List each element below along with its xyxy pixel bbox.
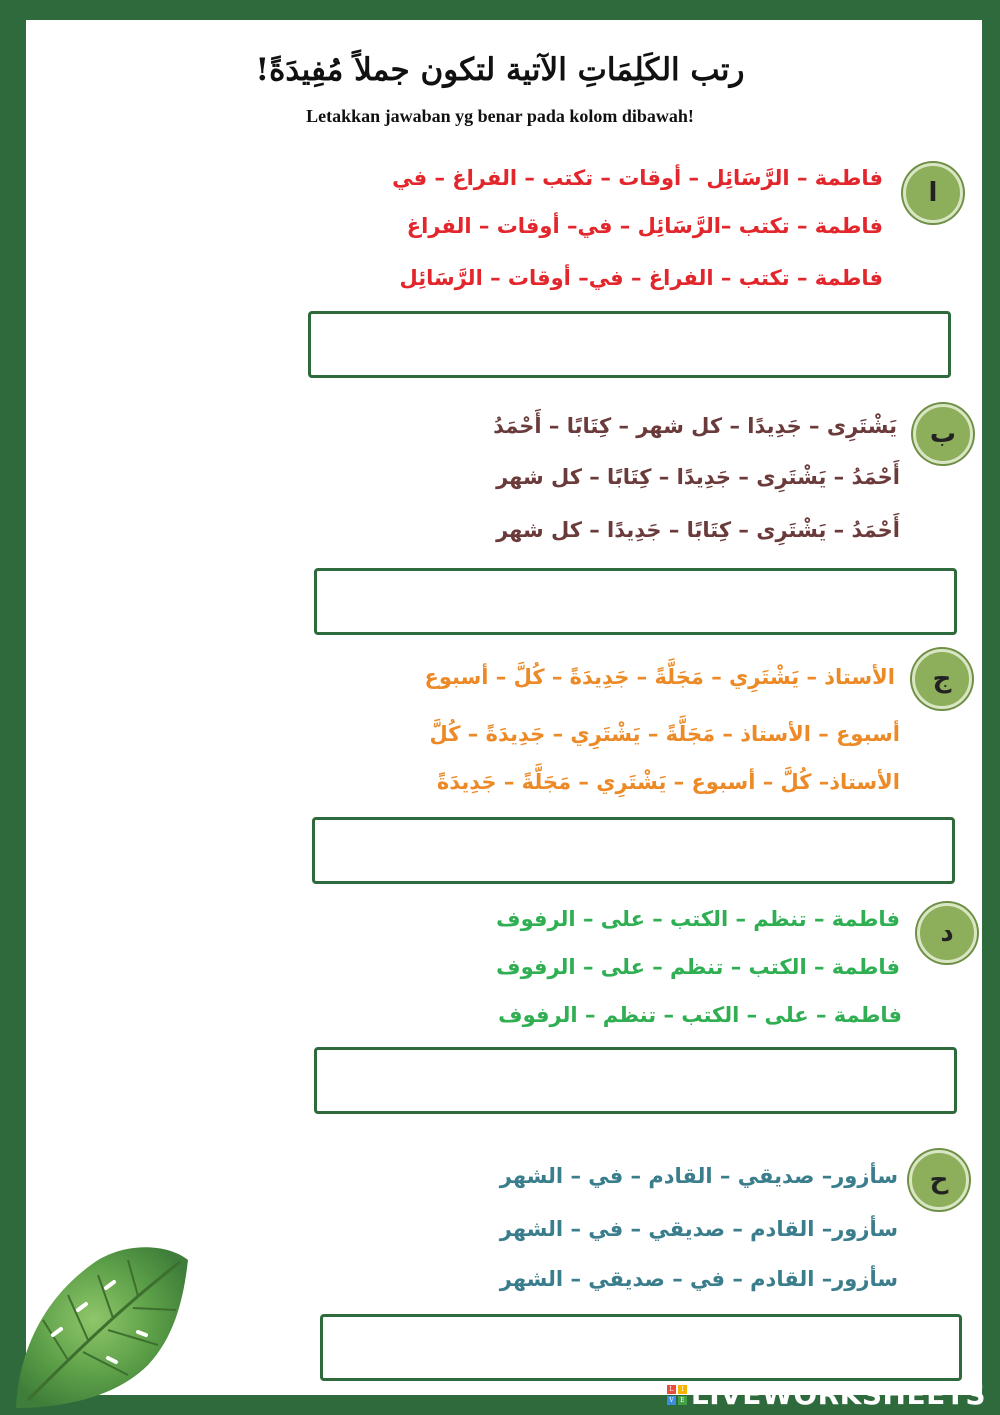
brand-logo-letter: V (667, 1396, 676, 1405)
question-4-option-1: فاطمة – تنظم – الكتب – على – الرفوف (496, 907, 900, 931)
question-3-option-3: الأستاذ– كُلَّ – أسبوع – يَشْتَرِي – مَجَلَّةً – جَدِيدَةً (436, 770, 900, 794)
question-badge-5: ح (909, 1150, 969, 1210)
question-4-option-3: فاطمة – على – الكتب – تنظم – الرفوف (498, 1003, 902, 1027)
question-1-option-3: فاطمة – تكتب – الفراغ – في– أوقات – الرَّسَائِل (399, 266, 883, 290)
question-3-option-2: أسبوع – الأستاذ – مَجَلَّةً – يَشْتَرِي – جَدِيدَةً – كُلَّ (429, 722, 900, 746)
answer-box-3[interactable] (312, 817, 955, 884)
question-1-option-2: فاطمة – تكتب –الرَّسَائِل – في– أوقات – الفراغ (406, 214, 883, 238)
brand-logo-letter: L (667, 1385, 676, 1394)
worksheet-title: رتب الكَلِمَاتِ الآتية لتكون جملاً مُفِيدَةً! (255, 52, 745, 88)
question-2-option-3: أَحْمَدُ – يَشْتَرِى – كِتَابًا – جَدِيدًا – كل شهر (496, 518, 900, 542)
question-badge-2: ب (913, 404, 973, 464)
question-5-option-2: سأزور– القادم – صديقي – في – الشهر (499, 1217, 898, 1241)
question-badge-4: د (917, 903, 977, 963)
question-5-option-3: سأزور– القادم – في – صديقي – الشهر (499, 1267, 898, 1291)
question-3-option-1: الأستاذ – يَشْتَرِي – مَجَلَّةً – جَدِيدَةً – كُلَّ – أسبوع (424, 665, 895, 689)
brand-logo-letter: E (678, 1396, 687, 1405)
brand-logo-icon (667, 1385, 687, 1405)
question-2-option-2: أَحْمَدُ – يَشْتَرِى – جَدِيدًا – كِتَابًا – كل شهر (496, 465, 900, 489)
monstera-leaf-icon (8, 1240, 198, 1410)
brand-name: LIVEWORKSHEETS (690, 1378, 986, 1411)
question-badge-3: ج (912, 649, 972, 709)
brand-logo-letter: I (678, 1385, 687, 1394)
question-4-option-2: فاطمة – الكتب – تنظم – على – الرفوف (496, 955, 900, 979)
answer-box-4[interactable] (314, 1047, 957, 1114)
answer-box-2[interactable] (314, 568, 957, 635)
question-badge-1: ا (903, 163, 963, 223)
answer-box-1[interactable] (308, 311, 951, 378)
question-2-option-1: يَشْتَرِى – جَدِيدًا – كل شهر – كِتَابًا – أَحْمَدُ (493, 414, 897, 438)
answer-box-5[interactable] (320, 1314, 962, 1381)
question-5-option-1: سأزور– صديقي – القادم – في – الشهر (499, 1164, 898, 1188)
liveworksheets-logo (667, 1378, 986, 1411)
question-1-option-1: فاطمة – الرَّسَائِل – أوقات – تكتب – الفراغ – في (392, 166, 883, 190)
worksheet-instruction: Letakkan jawaban yg benar pada kolom dibawah! (306, 106, 694, 126)
